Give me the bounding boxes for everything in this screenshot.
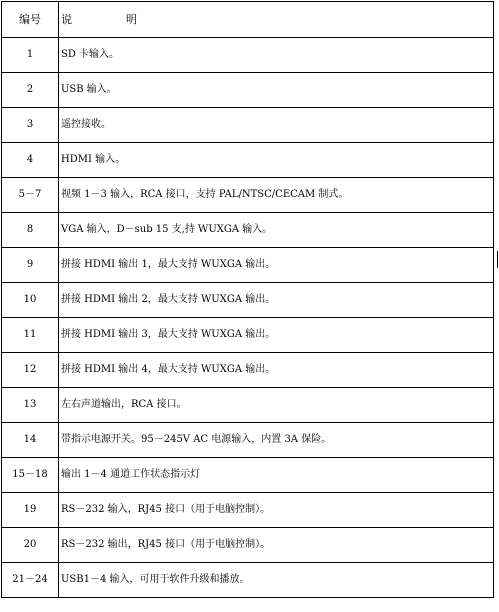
row-description: 遥控接收。 (59, 108, 494, 143)
row-description: RS－232 输出，RJ45 接口（用于电脑控制）。 (59, 528, 494, 563)
row-number: 1 (2, 38, 59, 73)
row-description: 拼接 HDMI 输出 2，最大支持 WUXGA 输出。 (59, 283, 494, 318)
table-row (2, 423, 494, 458)
row-number: 13 (2, 388, 59, 423)
row-description: USB 输入。 (59, 73, 494, 108)
row-description: 带指示电源开关。95－245V AC 电源输入，内置 3A 保险。 (59, 423, 494, 458)
header-number: 编号 (2, 2, 59, 38)
table-row (2, 178, 494, 213)
table-row (2, 283, 494, 318)
table-row (2, 528, 494, 563)
row-number: 3 (2, 108, 59, 143)
row-description: 左右声道输出，RCA 接口。 (59, 388, 494, 423)
row-number: 5－7 (2, 178, 59, 213)
row-number: 2 (2, 73, 59, 108)
table-row (2, 388, 494, 423)
table-row (2, 318, 494, 353)
row-number: 20 (2, 528, 59, 563)
table-row (2, 108, 494, 143)
row-number: 10 (2, 283, 59, 318)
header-description-part2: 明 (126, 12, 137, 26)
table-row (2, 213, 494, 248)
row-description: USB1－4 输入，可用于软件升级和播放。 (59, 563, 494, 598)
row-description: 拼接 HDMI 输出 3，最大支持 WUXGA 输出。 (59, 318, 494, 353)
row-description: 视频 1－3 输入，RCA 接口，支持 PAL/NTSC/CECAM 制式。 (59, 178, 494, 213)
table-row (2, 493, 494, 528)
table-row (2, 563, 494, 598)
margin-tick-mark (497, 251, 498, 268)
row-description: HDMI 输入。 (59, 143, 494, 178)
row-number: 15－18 (2, 458, 59, 493)
row-description: VGA 输入，D－sub 15 支,持 WUXGA 输入。 (59, 213, 494, 248)
row-number: 11 (2, 318, 59, 353)
table-row (2, 458, 494, 493)
port-description-table (1, 1, 494, 598)
row-number: 21－24 (2, 563, 59, 598)
row-description: RS－232 输入，RJ45 接口（用于电脑控制）。 (59, 493, 494, 528)
table-row (2, 38, 494, 73)
table-header-row (2, 2, 494, 38)
row-description: 拼接 HDMI 输出 1，最大支持 WUXGA 输出。 (59, 248, 494, 283)
row-number: 9 (2, 248, 59, 283)
header-description (59, 2, 494, 38)
row-number: 14 (2, 423, 59, 458)
row-number: 12 (2, 353, 59, 388)
row-description: 输出 1－4 通道工作状态指示灯 (59, 458, 494, 493)
row-description: SD 卡输入。 (59, 38, 494, 73)
table-row (2, 353, 494, 388)
header-description-part1: 说 (61, 12, 72, 26)
row-description: 拼接 HDMI 输出 4，最大支持 WUXGA 输出。 (59, 353, 494, 388)
row-number: 8 (2, 213, 59, 248)
table-row (2, 73, 494, 108)
table-row (2, 143, 494, 178)
table-row (2, 248, 494, 283)
row-number: 4 (2, 143, 59, 178)
row-number: 19 (2, 493, 59, 528)
